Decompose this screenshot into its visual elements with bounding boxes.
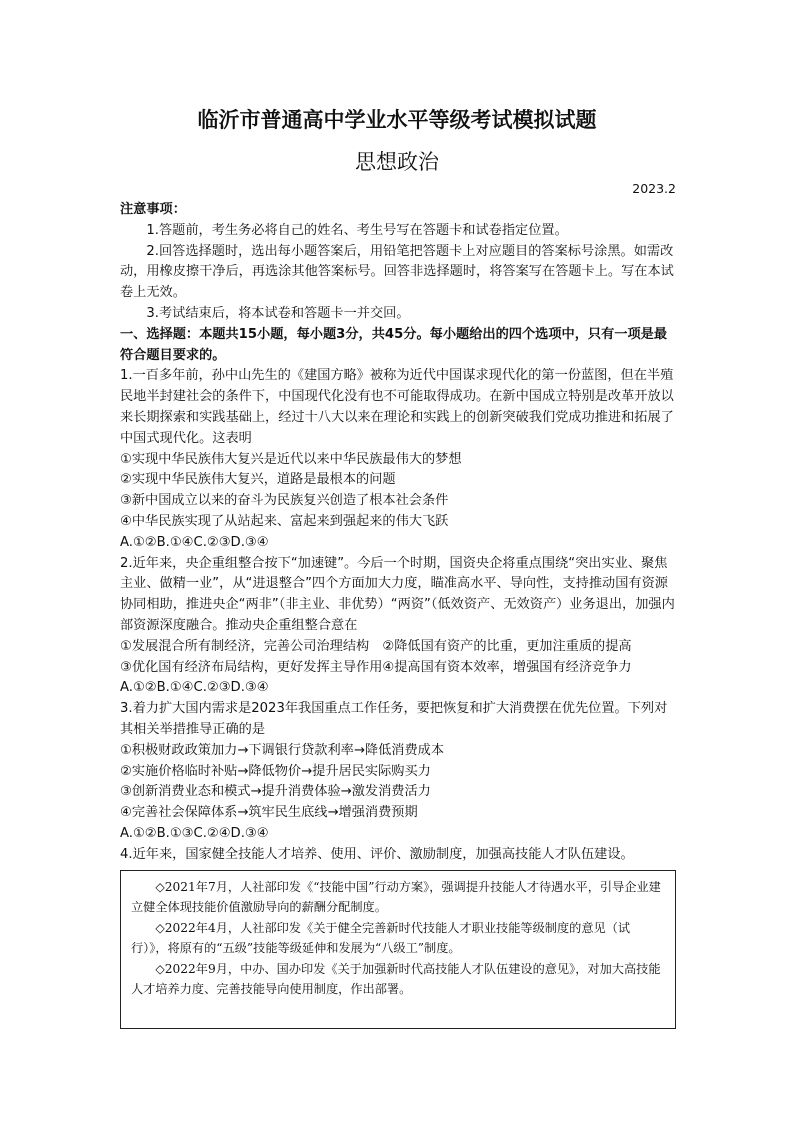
question-3-option: ②实施价格临时补贴→降低物价→提升居民实际购买力 xyxy=(120,763,431,779)
question-2-stem: 2.近年来，央企重组整合按下“加速键”。今后一个时期，国资央企将重点围绕“突出实业、聚焦主业、做精一业”，从“进退整合”四个方面加大力度，瞄准高水平、导向性，支持推动国有资源协同相助，推进央企“两非”（非主业、非优势）“两资”（低效资产、无效资产）业务退出，加强内部资源深度融合。推动央企重组整合意在 xyxy=(120,555,675,633)
question-1-stem: 1.一百多年前，孙中山先生的《建国方略》被称为近代中国谋求现代化的第一份蓝图，但在半殖民地半封建社会的条件下，中国现代化没有也不可能取得成功。在新中国成立特别是改革开放以来长期探索和实践基础上，经过十八大以来在理论和实践上的创新突破我们党成功推进和拓展了中国式现代化。这表明 xyxy=(120,368,674,446)
notes-heading: 注意事项： xyxy=(120,202,186,217)
question-3-option: ④完善社会保障体系→筑牢民生底线→增强消费预期 xyxy=(120,805,418,821)
subject-title: 思想政治 xyxy=(355,150,439,174)
question-2-answers: A.①②B.①④C.②③D.③④ xyxy=(120,680,269,696)
material-item: ◇2022年4月，人社部印发《关于健全完善新时代技能人才职业技能等级制度的意见（试行）》，将原有的“五级”技能等级延伸和发展为“八级工”制度。 xyxy=(131,920,631,955)
note-item: 1.答题前，考生务必将自己的姓名、考生号写在答题卡和试卷指定位置。 xyxy=(146,222,568,238)
exam-title: 临沂市普通高中学业水平等级考试模拟试题 xyxy=(197,108,597,132)
section-heading: 一、选择题：本题共15小题，每小题3分，共45分。每小题给出的四个选项中，只有一项是最符合题目要求的。 xyxy=(120,326,668,363)
question-3-option: ①积极财政政策加力→下调银行贷款利率→降低消费成本 xyxy=(120,742,445,758)
question-1-answers: A.①②B.①④C.②③D.③④ xyxy=(120,534,269,550)
material-item: ◇2022年9月，中办、国办印发《关于加强新时代高技能人才队伍建设的意见》，对加大高技能人才培养力度、完善技能导向使用制度，作出部署。 xyxy=(131,961,661,996)
material-box xyxy=(120,870,676,1029)
question-3-stem: 3.着力扩大国内需求是2023年我国重点工作任务，要把恢复和扩大消费摆在优先位置。下列对其相关举措推导正确的是 xyxy=(120,701,668,737)
question-3-answers: A.①②B.①③C.②④D.③④ xyxy=(120,825,269,841)
question-3-option: ③创新消费业态和模式→提升消费体验→激发消费活力 xyxy=(120,784,431,800)
question-1-option: ②实现中华民族伟大复兴，道路是最根本的问题 xyxy=(120,472,396,488)
question-1-option: ①实现中华民族伟大复兴是近代以来中华民族最伟大的梦想 xyxy=(120,451,462,467)
exam-body xyxy=(120,200,676,1029)
note-item: 2.回答选择题时，选出每小题答案后，用铅笔把答题卡上对应题目的答案标号涂黑。如需改动，用橡皮擦干净后，再选涂其他答案标号。回答非选择题时，将答案写在答题卡上。写在本试卷上无效。 xyxy=(120,243,674,301)
question-1-option: ③新中国成立以来的奋斗为民族复兴创造了根本社会条件 xyxy=(120,493,449,509)
question-1-option: ④中华民族实现了从站起来、富起来到强起来的伟大飞跃 xyxy=(120,513,449,529)
question-4-stem: 4.近年来，国家健全技能人才培养、使用、评价、激励制度，加强高技能人才队伍建设。 xyxy=(120,846,634,862)
exam-date: 2023.2 xyxy=(632,181,676,196)
note-item: 3.考试结束后，将本试卷和答题卡一并交回。 xyxy=(146,305,410,321)
question-2-option: ③优化国有经济布局结构，更好发挥主导作用④提高国有资本效率，增强国有经济竞争力 xyxy=(120,659,632,675)
material-item: ◇2021年7月，人社部印发《“技能中国”行动方案》，强调提升技能人才待遇水平，引导企业建立健全体现技能价值激励导向的薪酬分配制度。 xyxy=(131,879,661,914)
question-2-option: ①发展混合所有制经济，完善公司治理结构 ②降低国有资产的比重，更加注重质的提高 xyxy=(120,638,632,654)
